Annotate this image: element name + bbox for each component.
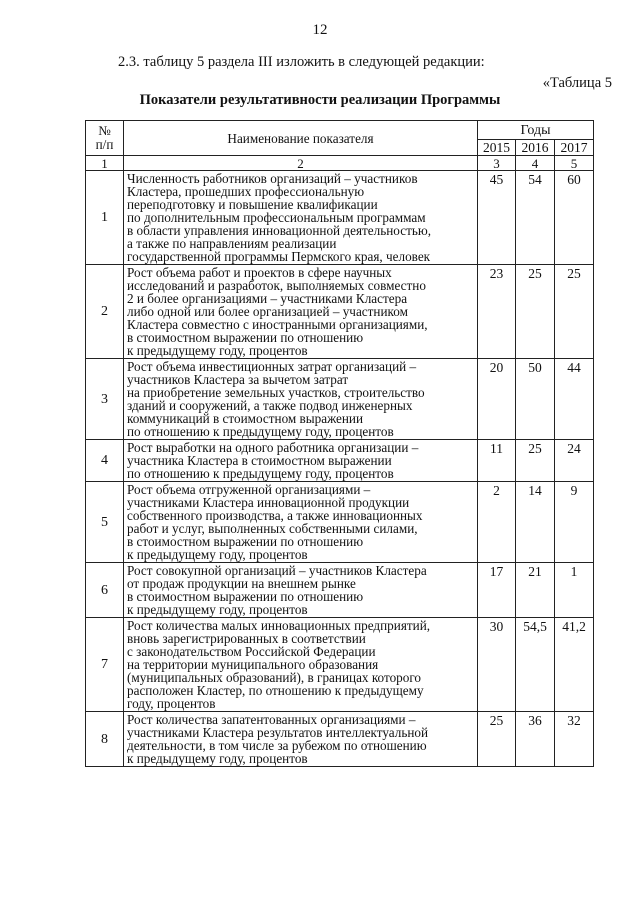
- value-2015: 20: [478, 359, 516, 440]
- indicator-name: [124, 482, 478, 563]
- indicator-text-line: участника Кластера в стоимостном выражении: [127, 453, 392, 468]
- value-2017: 24: [555, 440, 594, 482]
- indicator-text-line: 2 и более организациями – участниками Кластера: [127, 291, 408, 306]
- value-2015: 11: [478, 440, 516, 482]
- indicator-text-line: к предыдущему году, процентов: [127, 343, 308, 358]
- header-year-2015: 2015: [478, 140, 516, 156]
- column-number: 2: [124, 156, 478, 171]
- indicator-text-line: на территории муниципального образования: [127, 657, 379, 672]
- indicator-text-line: Кластера совместно с иностранными организациями,: [127, 317, 428, 332]
- value-2017: 60: [555, 171, 594, 265]
- table-row: [86, 171, 594, 265]
- value-2016: 54: [516, 171, 555, 265]
- table-row: [86, 618, 594, 712]
- value-2015: 17: [478, 563, 516, 618]
- indicator-text-line: участников Кластера за вычетом затрат: [127, 372, 349, 387]
- indicator-text-line: Рост совокупной организаций – участников Кластера: [127, 563, 427, 578]
- value-2016: 25: [516, 440, 555, 482]
- table-reference: «Таблица 5: [542, 75, 612, 91]
- value-2016: 21: [516, 563, 555, 618]
- indicator-name: [124, 359, 478, 440]
- table-row: [86, 482, 594, 563]
- value-2016: 36: [516, 712, 555, 767]
- indicator-text-line: на приобретение земельных участков, строительство: [127, 385, 425, 400]
- indicator-text-line: собственного производства, а также инновационных: [127, 508, 423, 523]
- column-number-row: [86, 156, 594, 171]
- row-number: 6: [86, 563, 124, 618]
- indicator-text-line: а также по направлениям реализации: [127, 236, 337, 251]
- indicator-text-line: Численность работников организаций – участников: [127, 171, 418, 186]
- indicator-text-line: по отношению к предыдущему году, процентов: [127, 424, 394, 439]
- indicators-table: [85, 120, 594, 767]
- indicator-text-line: Рост объема отгруженной организациями –: [127, 482, 371, 497]
- row-number: 8: [86, 712, 124, 767]
- indicator-text-line: по отношению к предыдущему году, процентов: [127, 466, 394, 481]
- indicator-text-line: в стоимостном выражении по отношению: [127, 330, 364, 345]
- row-number: 2: [86, 265, 124, 359]
- header-year-2016: 2016: [516, 140, 555, 156]
- header-row-number: [86, 121, 124, 156]
- indicator-text-line: к предыдущему году, процентов: [127, 602, 308, 617]
- table-row: [86, 265, 594, 359]
- value-2016: 25: [516, 265, 555, 359]
- value-2015: 45: [478, 171, 516, 265]
- table-row: [86, 359, 594, 440]
- value-2017: 41,2: [555, 618, 594, 712]
- indicator-text-line: зданий и сооружений, а также подвод инженерных: [127, 398, 413, 413]
- column-number: 1: [86, 156, 124, 171]
- header-indicator-name: Наименование показателя: [124, 121, 478, 156]
- indicator-text-line: Рост выработки на одного работника организации –: [127, 440, 419, 455]
- indicator-text-line: государственной программы Пермского края, человек: [127, 249, 431, 264]
- indicator-text-line: в стоимостном выражении по отношению: [127, 589, 364, 604]
- value-2016: 54,5: [516, 618, 555, 712]
- indicator-text-line: Рост объема инвестиционных затрат организаций –: [127, 359, 417, 374]
- indicator-text-line: с законодательством Российской Федерации: [127, 644, 376, 659]
- column-number: 4: [516, 156, 555, 171]
- intro-text: 2.3. таблицу 5 раздела III изложить в следующей редакции:: [118, 54, 485, 70]
- indicator-text-line: Рост количества малых инновационных предприятий,: [127, 618, 431, 633]
- indicator-name: [124, 171, 478, 265]
- header-years: Годы: [478, 121, 594, 140]
- indicator-text-line: к предыдущему году, процентов: [127, 751, 308, 766]
- page-number: 12: [312, 22, 328, 38]
- column-number: 3: [478, 156, 516, 171]
- header-no-line2: п/п: [95, 137, 114, 152]
- indicator-text-line: году, процентов: [127, 696, 216, 711]
- header-no-line1: №: [98, 123, 111, 138]
- row-number: 1: [86, 171, 124, 265]
- row-number: 4: [86, 440, 124, 482]
- row-number: 5: [86, 482, 124, 563]
- indicator-text-line: по дополнительным профессиональным программам: [127, 210, 426, 225]
- table-row: [86, 712, 594, 767]
- indicator-name: [124, 440, 478, 482]
- row-number: 7: [86, 618, 124, 712]
- header-year-2017: 2017: [555, 140, 594, 156]
- value-2015: 30: [478, 618, 516, 712]
- indicator-text-line: от продаж продукции на внешнем рынке: [127, 576, 356, 591]
- indicator-text-line: деятельности, в том числе за рубежом по отношению: [127, 738, 427, 753]
- value-2016: 50: [516, 359, 555, 440]
- indicator-name: [124, 265, 478, 359]
- indicator-name: [124, 618, 478, 712]
- row-number: 3: [86, 359, 124, 440]
- value-2015: 23: [478, 265, 516, 359]
- value-2017: 1: [555, 563, 594, 618]
- indicator-text-line: переподготовку и повышение квалификации: [127, 197, 378, 212]
- value-2017: 32: [555, 712, 594, 767]
- indicator-text-line: (муниципальных образований), в границах которого: [127, 670, 422, 685]
- value-2015: 2: [478, 482, 516, 563]
- indicator-text-line: Рост объема работ и проектов в сфере научных: [127, 265, 392, 280]
- value-2017: 9: [555, 482, 594, 563]
- indicator-text-line: в области управления инновационной деятельностью,: [127, 223, 432, 238]
- indicator-name: [124, 563, 478, 618]
- value-2016: 14: [516, 482, 555, 563]
- indicator-text-line: исследований и разработок, выполняемых совместно: [127, 278, 426, 293]
- indicator-text-line: Кластера, прошедших профессиональную: [127, 184, 365, 199]
- indicator-text-line: работ и услуг, выполненных собственными силами,: [127, 521, 418, 536]
- table-row: [86, 563, 594, 618]
- table-row: [86, 440, 594, 482]
- indicator-text-line: коммуникаций в стоимостном выражении: [127, 411, 364, 426]
- indicator-text-line: к предыдущему году, процентов: [127, 547, 308, 562]
- indicator-text-line: либо одной или более организацией – участником: [127, 304, 408, 319]
- indicator-name: [124, 712, 478, 767]
- value-2015: 25: [478, 712, 516, 767]
- indicator-text-line: вновь зарегистрированных в соответствии: [127, 631, 366, 646]
- indicator-text-line: участниками Кластера инновационной продукции: [127, 495, 410, 510]
- indicator-text-line: участниками Кластера результатов интеллектуальной: [127, 725, 429, 740]
- indicator-text-line: Рост количества запатентованных организациями –: [127, 712, 416, 727]
- indicator-text-line: расположен Кластер, по отношению к предыдущему: [127, 683, 424, 698]
- value-2017: 44: [555, 359, 594, 440]
- column-number: 5: [555, 156, 594, 171]
- indicator-text-line: в стоимостном выражении по отношению: [127, 534, 364, 549]
- table-title: Показатели результативности реализации Программы: [139, 92, 501, 108]
- value-2017: 25: [555, 265, 594, 359]
